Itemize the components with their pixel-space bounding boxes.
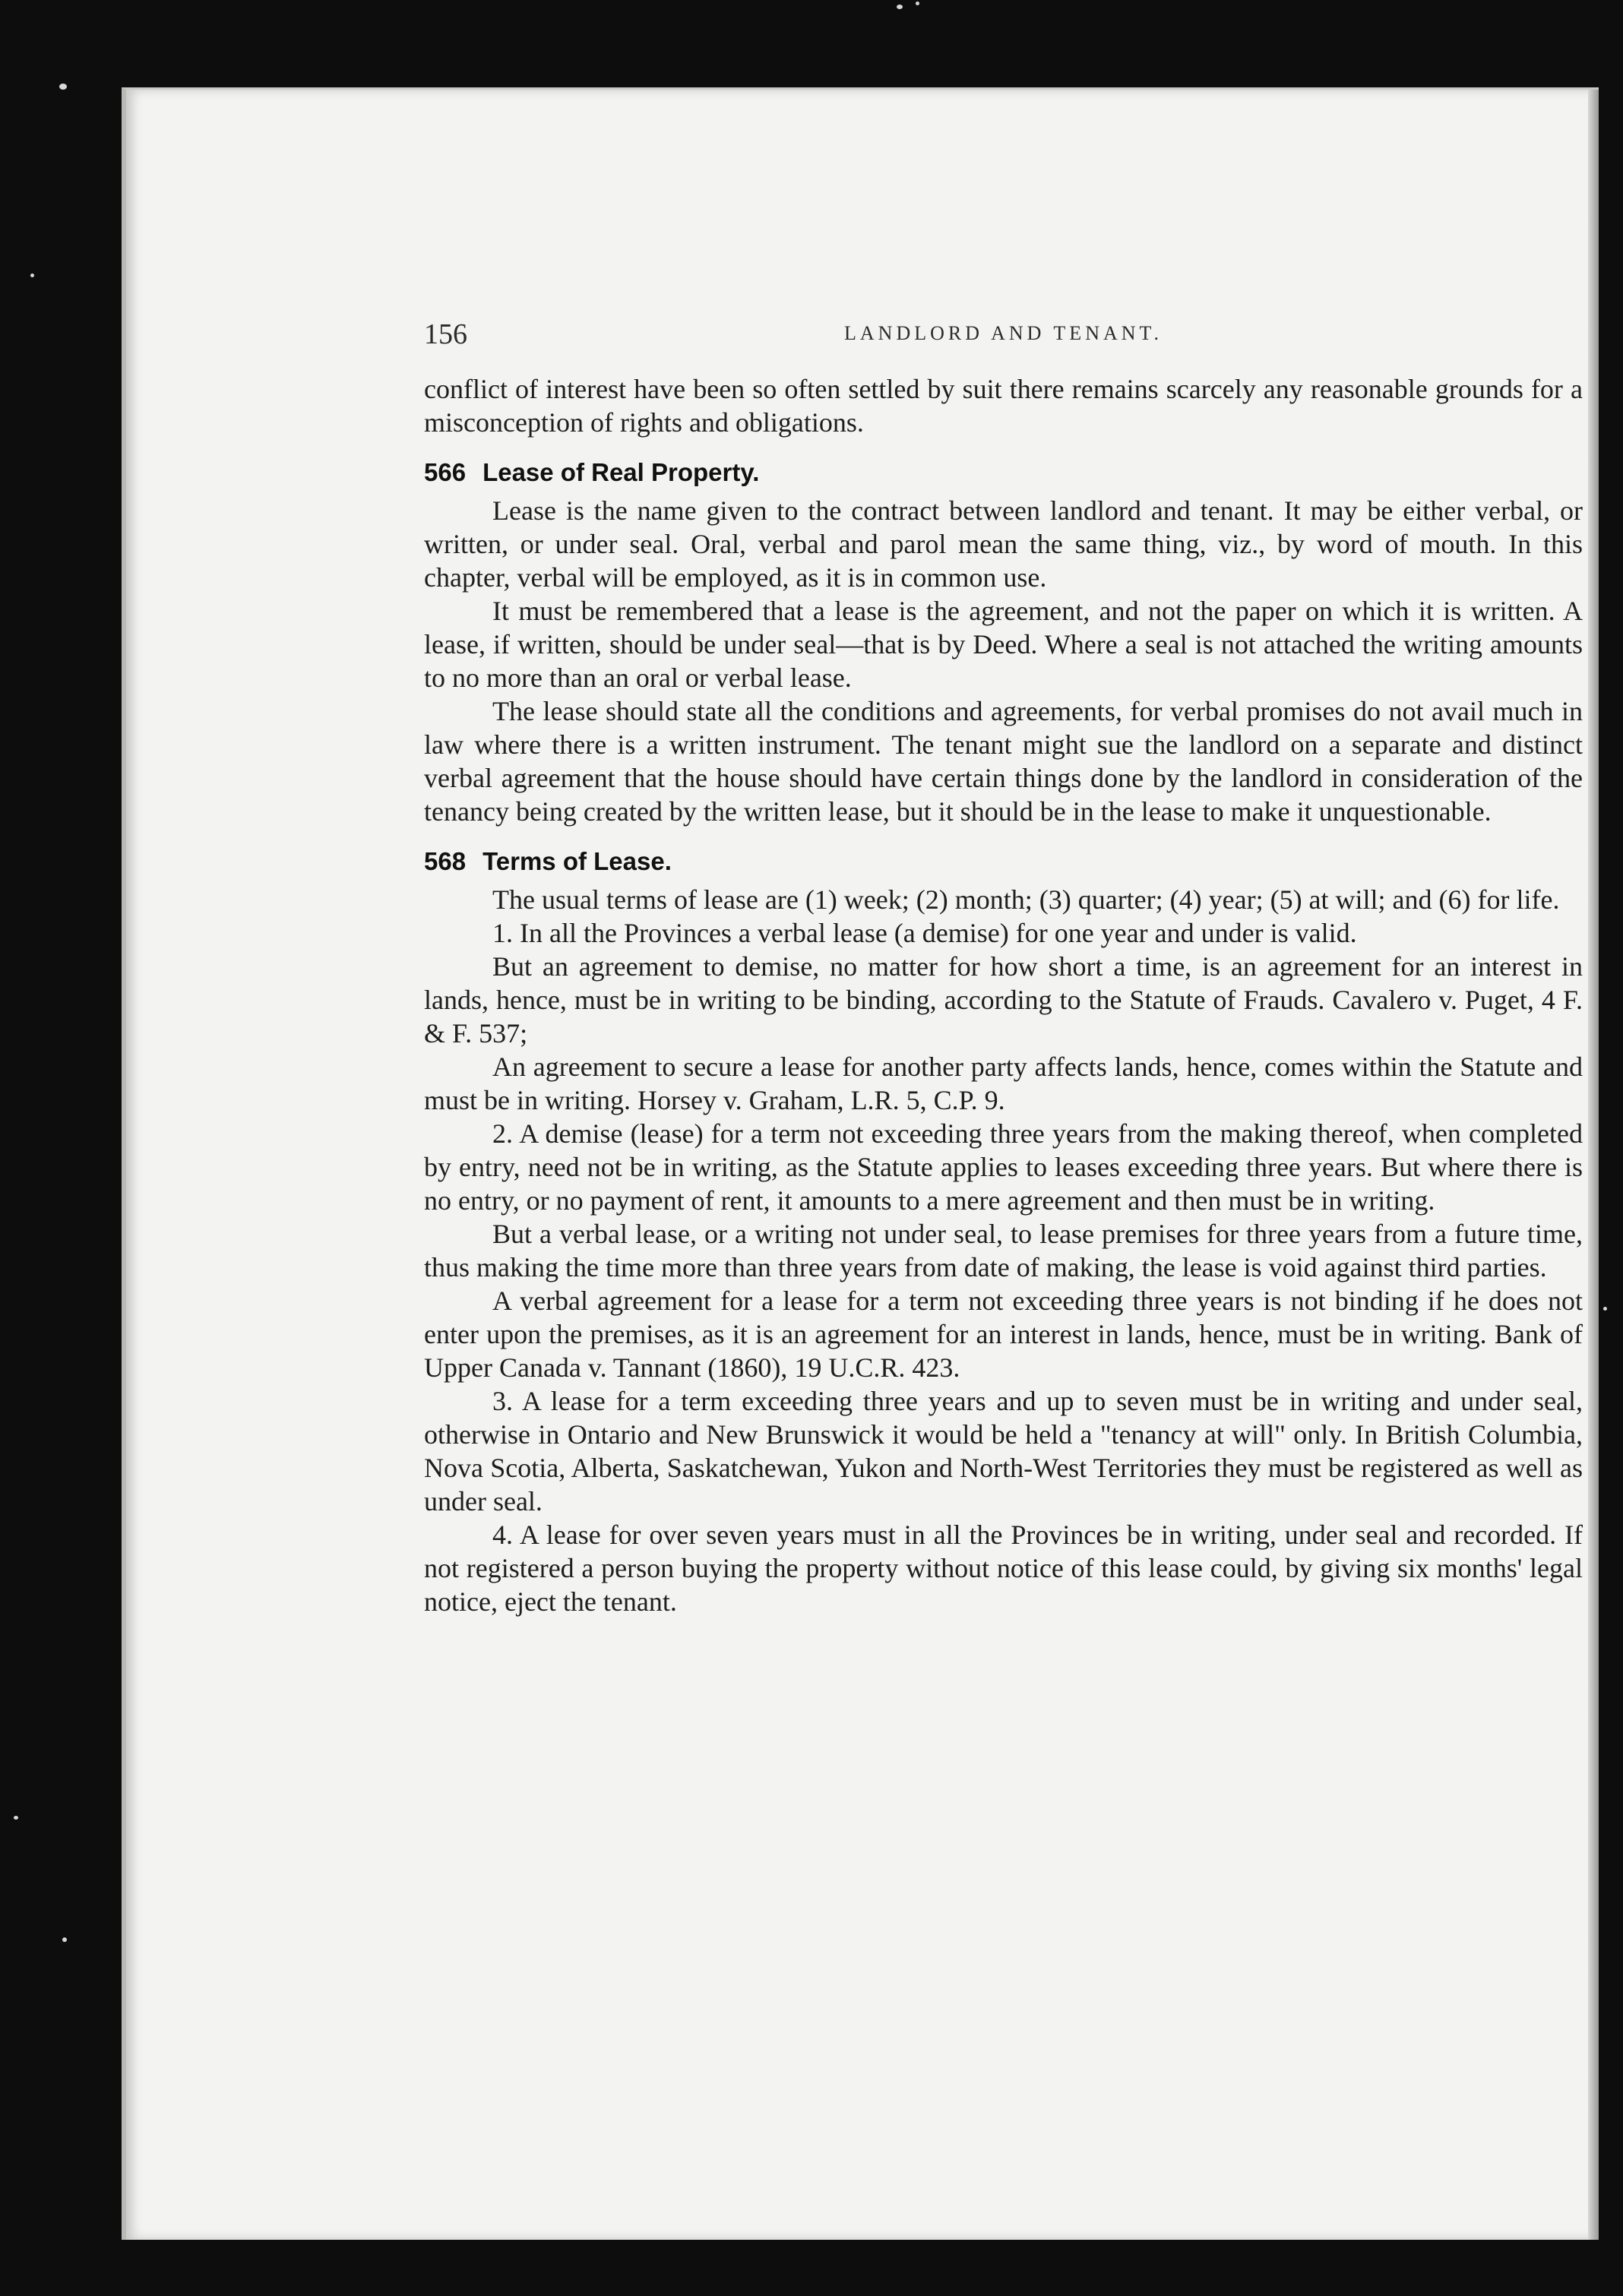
running-title: LANDLORD AND TENANT.	[844, 322, 1163, 344]
paragraph: 1. In all the Provinces a verbal lease (a demise) for one year and under is valid.	[492, 918, 1357, 948]
section-566-heading	[424, 454, 1583, 491]
paragraph: But a verbal lease, or a writing not under seal, to lease premises for three years from a future time, thus making the time more than three years from date of making, the lease is void against third parties.	[424, 1219, 1583, 1282]
section-568-heading	[424, 843, 1583, 880]
intro-paragraph: conflict of interest have been so often settled by suit there remains scarcely any reasonable grounds for a misconception of rights and obligations.	[424, 374, 1583, 438]
scan-speck	[59, 84, 67, 90]
running-head	[424, 318, 1583, 354]
paragraph: 3. A lease for a term exceeding three years and up to seven must be in writing and under seal, otherwise in Ontario and New Brunswick it would be held a "tenancy at will" only. In British Columbia, Nova Scotia, Alberta, Saskatchewan, Yukon and North-West Territories they must be registered as well as under seal.	[424, 1386, 1583, 1516]
scan-speck	[897, 5, 903, 9]
scan-speck	[14, 1816, 18, 1820]
paragraph: The lease should state all the conditions and agreements, for verbal promises do not avail much in law where there is a written instrument. The tenant might sue the landlord on a separate and distinct verbal agreement that the house should have certain things done by the landlord in consideration of the tenancy being created by the written lease, but it should be in the lease to make it unquestionable.	[424, 696, 1583, 827]
section-number: 566	[424, 458, 467, 486]
section-number: 568	[424, 847, 467, 875]
paragraph: Lease is the name given to the contract between landlord and tenant. It may be either verbal, or written, or under seal. Oral, verbal and parol mean the same thing, viz., by word of mouth. In this chapter, verbal will be employed, as it is in common use.	[424, 495, 1583, 593]
scan-speck	[30, 274, 34, 277]
paragraph: But an agreement to demise, no matter for how short a time, is an agreement for an interest in lands, hence, must be in writing to be binding, according to the Statute of Frauds. Cavalero v. Puget, 4 F. & F. 537;	[424, 951, 1583, 1048]
book-page	[122, 87, 1599, 2240]
scan-speck	[62, 1937, 67, 1942]
paragraph: A verbal agreement for a lease for a term not exceeding three years is not binding if he does not enter upon the premises, as it is an agreement for an interest in lands, hence, must be in writing. Bank of Upper Canada v. Tannant (1860), 19 U.C.R. 423.	[424, 1286, 1583, 1383]
paragraph: The usual terms of lease are (1) week; (2) month; (3) quarter; (4) year; (5) at will; and (6) for life.	[492, 884, 1560, 915]
paragraph: An agreement to secure a lease for another party affects lands, hence, comes within the Statute and must be in writing. Horsey v. Graham, L.R. 5, C.P. 9.	[424, 1052, 1583, 1115]
page-number: 156	[424, 318, 467, 350]
paragraph: It must be remembered that a lease is the agreement, and not the paper on which it is written. A lease, if written, should be under seal—that is by Deed. Where a seal is not attached the writing amounts to no more than an oral or verbal lease.	[424, 596, 1583, 693]
section-title: Lease of Real Property.	[482, 458, 760, 486]
section-title: Terms of Lease.	[482, 847, 672, 875]
page-content	[424, 318, 1583, 1618]
paragraph: 4. A lease for over seven years must in all the Provinces be in writing, under seal and recorded. If not registered a person buying the property without notice of this lease could, by giving six months' legal notice, eject the tenant.	[424, 1520, 1583, 1617]
scan-speck	[1603, 1307, 1607, 1311]
page-edge	[1588, 90, 1599, 2240]
scan-speck	[916, 2, 919, 5]
paragraph: 2. A demise (lease) for a term not exceeding three years from the making thereof, when completed by entry, need not be in writing, as the Statute applies to leases exceeding three years. But where there is no entry, or no payment of rent, it amounts to a mere agreement and then must be in writing.	[424, 1118, 1583, 1216]
